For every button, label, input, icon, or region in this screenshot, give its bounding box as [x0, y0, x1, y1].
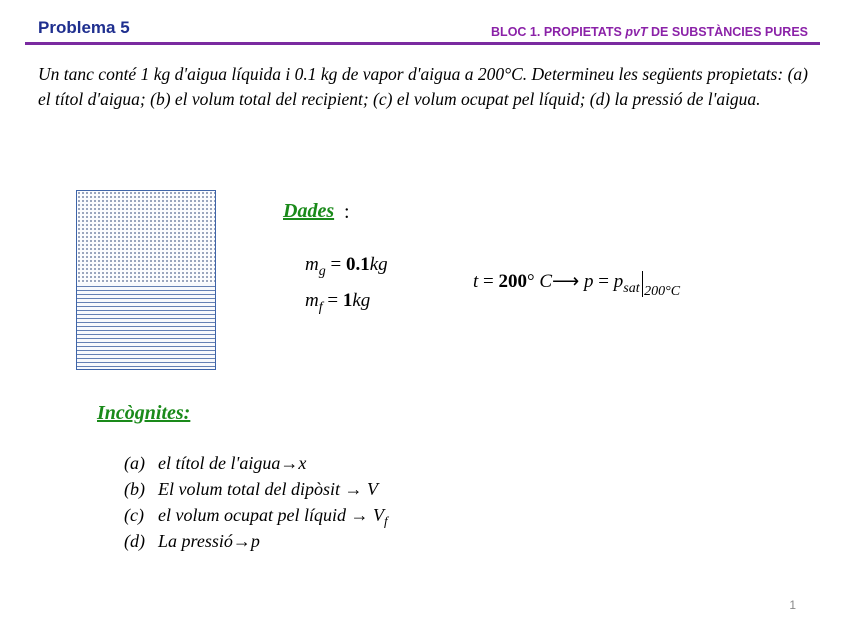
unknown-variable-subscript: f [383, 513, 388, 529]
mg-equals: = [325, 254, 346, 275]
degree-symbol: ° [527, 271, 535, 292]
unknown-text: el volum ocupat pel líquid [158, 505, 351, 525]
mf-equals: = [322, 290, 343, 311]
mg-unit: kg [369, 254, 388, 275]
right-arrow-icon: → [350, 505, 369, 525]
unknown-variable: V [368, 505, 384, 525]
unknowns-list [124, 450, 388, 554]
dades-heading: Dades [283, 200, 335, 222]
evaluation-bar [642, 271, 644, 297]
bloc-pvt: pvT [625, 25, 648, 39]
page-number: 1 [789, 598, 796, 612]
unknown-variable: V [362, 479, 378, 499]
p-symbol: p [584, 271, 594, 292]
unknown-item [124, 528, 388, 554]
unknown-variable: x [298, 453, 307, 473]
header-divider [25, 42, 820, 45]
incognites-heading: Incògnites: [97, 402, 191, 424]
unknown-text: La pressió [158, 531, 233, 551]
unknown-variable: p [250, 531, 260, 551]
unknown-text: el títol de l'aigua [158, 453, 281, 473]
evaluation-subscript: 200°C [644, 284, 681, 299]
tank-vapor-region [77, 191, 215, 283]
mg-subscript: g [318, 263, 326, 279]
tank-diagram [76, 190, 216, 370]
t-equals: = [478, 271, 499, 292]
unknown-label: (d) [124, 531, 145, 551]
vapor-mass-equation [305, 254, 388, 280]
mg-symbol: m [305, 254, 319, 275]
tank-liquid-region [77, 283, 215, 370]
unknown-item [124, 476, 388, 502]
right-arrow-icon: → [232, 531, 251, 551]
bloc-header [491, 25, 808, 39]
long-right-arrow-icon: ⟶ [552, 271, 580, 292]
mf-symbol: m [305, 290, 319, 311]
mf-value: 1 [342, 290, 353, 311]
dades-colon: : [344, 201, 350, 223]
t-value: 200 [498, 271, 527, 292]
mg-value: 0.1 [345, 254, 370, 275]
unknown-label: (a) [124, 453, 145, 473]
unknown-label: (c) [124, 505, 144, 525]
right-arrow-icon: → [280, 453, 299, 473]
problem-statement: Un tanc conté 1 kg d'aigua líquida i 0.1 kg de vapor d'aigua a 200°C. Determineu les següents propietats: (a) el títol d'aigua; (b) el volum total del recipient; (c) el volum ocupat pel líquid; (d) la pressió de l'aigua. [38, 64, 808, 109]
unknown-label: (b) [124, 479, 145, 499]
mf-unit: kg [352, 290, 371, 311]
t-symbol: t [473, 271, 479, 292]
unknown-text: El volum total del dipòsit [158, 479, 345, 499]
liquid-mass-equation [305, 290, 370, 316]
celsius-symbol: C [539, 271, 553, 292]
saturation-pressure-equation [473, 270, 680, 297]
p-equals: = [593, 271, 614, 292]
psat-symbol: p [613, 271, 624, 292]
bloc-suffix: DE SUBSTÀNCIES PURES [647, 25, 808, 39]
psat-subscript: sat [623, 280, 640, 296]
problem-title: Problema 5 [38, 18, 130, 37]
mf-subscript: f [318, 299, 323, 315]
unknown-item [124, 450, 388, 476]
unknown-item [124, 502, 388, 528]
bloc-prefix: BLOC 1. PROPIETATS [491, 25, 626, 39]
right-arrow-icon: → [344, 479, 363, 499]
